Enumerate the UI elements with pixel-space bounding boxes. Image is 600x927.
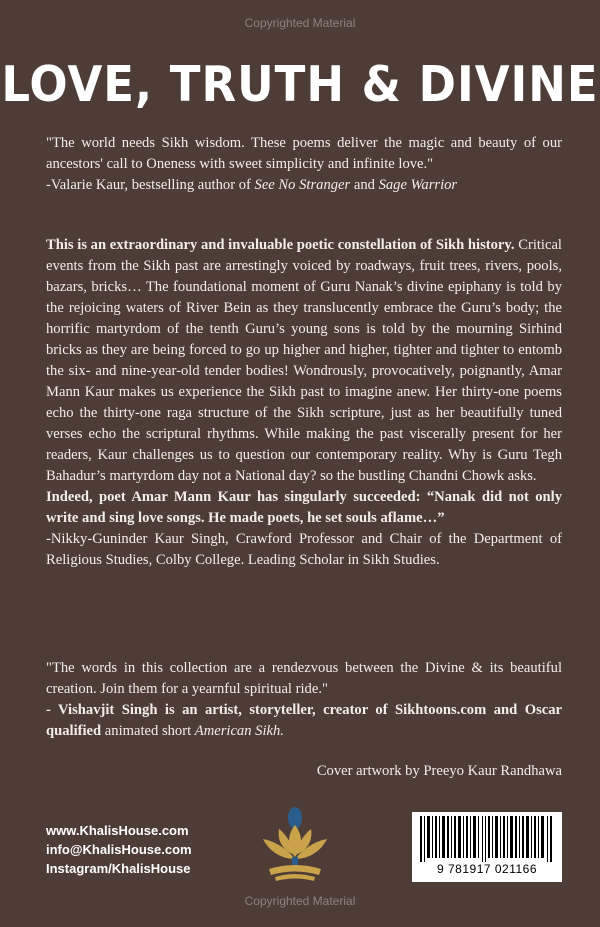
isbn-barcode (412, 812, 562, 882)
quote-kaur-text: "The world needs Sikh wisdom. These poems deliver the magic and beauty of our ancestors' call to Oneness with sweet simplicity and infinite love." (46, 135, 562, 172)
quote-vishavjit-text: "The words in this collection are a rendezvous between the Divine & its beautiful creation. Join them for a yearnful spiritual ride." (46, 660, 562, 697)
book-see-no-stranger: See No Stranger (254, 177, 351, 193)
quote-kaur-attribution: -Valarie Kaur, bestselling author of See No Stranger and Sage Warrior (46, 177, 458, 193)
cover-credit: Cover artwork by Preeyo Kaur Randhawa (316, 763, 562, 779)
review-lead: This is an extraordinary and invaluable poetic constellation of Sikh history. (46, 237, 515, 253)
isbn-number: 9 781917 021166 (436, 862, 538, 876)
film-american-sikh: American Sikh. (194, 723, 284, 739)
quote-kaur (46, 133, 562, 196)
book-title: LOVE, TRUTH & DIVINE (1, 55, 599, 114)
website-link[interactable]: www.KhalisHouse.com (46, 823, 189, 838)
email-link[interactable]: info@KhalisHouse.com (46, 842, 192, 857)
quote-vishavjit (46, 658, 562, 742)
review-body: This is an extraordinary and invaluable poetic constellation of Sikh history. Critical events from the Sikh past are arrestingly voiced by roadways, fruit trees, rivers, pools, bazars, bricks… The foundational moment of Guru Nanak’s divine epiphany is told by the rejoicing waters of River Bein as they translucently embrace the Guru’s body; the horrific martyrdom of the tenth Guru’s young sons is told by the mourning Sirhind bricks as they are being forced to go up higher and higher, tighter and tighter to entomb the six- and nine-year-old tender bodies! Wondrously, provocatively, poignantly, Amar Mann Kaur makes us experience the Sikh past to imagine anew. Her thirty-one poems echo the thirty-one raga structure of the Sikh scripture, just as her beautifully tuned verses echo the scriptural rhythms. While making the past viscerally present for her readers, Kaur challenges us to question our contemporary reality. Why is Guru Tegh Bahadur’s martyrdom day not a National day? so the bustling Chandni Chowk asks. (46, 237, 562, 484)
review-singh (46, 235, 562, 571)
lotus-logo-icon (259, 807, 331, 885)
instagram-link[interactable]: Instagram/KhalisHouse (46, 861, 191, 876)
watermark-top: Copyrighted Material (244, 16, 356, 30)
barcode-bars (420, 816, 554, 862)
publisher-contact (46, 821, 192, 878)
quote-vishavjit-attribution: - Vishavjit Singh is an artist, storyteller, creator of Sikhtoons.com and Oscar qualified animated short American Sikh. (46, 702, 562, 739)
review-attribution: -Nikky-Guninder Kaur Singh, Crawford Professor and Chair of the Department of Religious Studies, Colby College. Leading Scholar in Sikh Studies. (46, 531, 562, 568)
book-sage-warrior: Sage Warrior (378, 177, 458, 193)
review-conclusion: Indeed, poet Amar Mann Kaur has singularly succeeded: “Nanak did not only write and sing love songs. He made poets, he set souls aflame…” (46, 489, 562, 526)
watermark-bottom: Copyrighted Material (244, 894, 356, 908)
